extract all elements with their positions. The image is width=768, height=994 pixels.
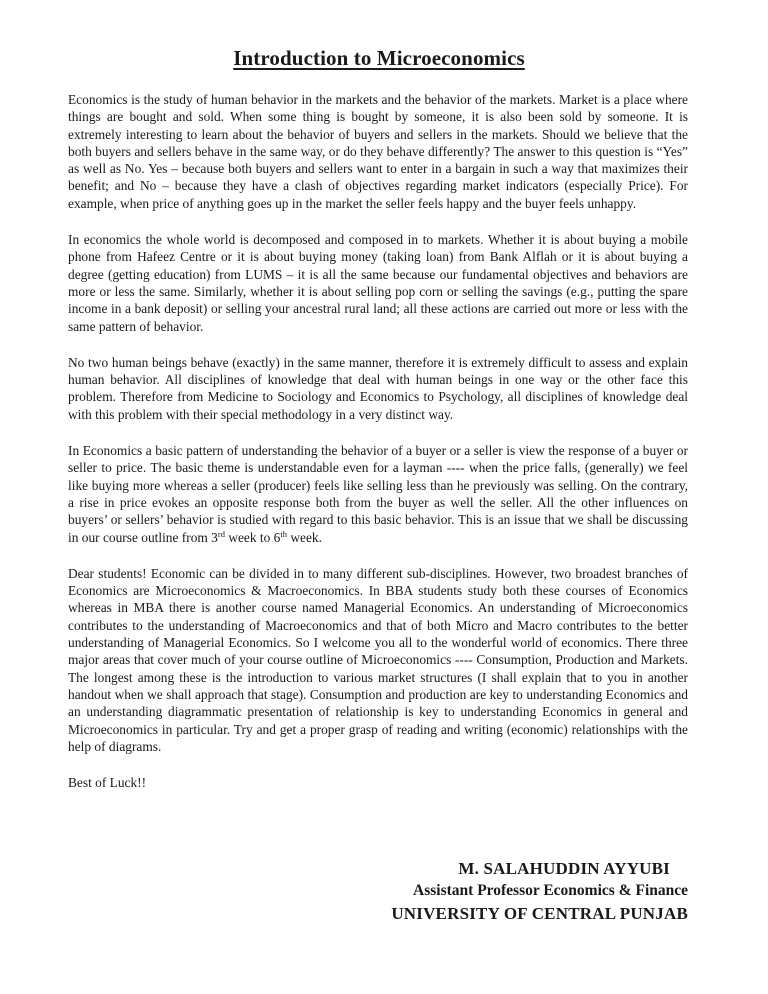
author-institution: UNIVERSITY OF CENTRAL PUNJAB [391, 904, 688, 923]
paragraph-4-text-c: week. [287, 529, 322, 545]
superscript-rd: rd [217, 528, 225, 539]
paragraph-4-text-a: In Economics a basic pattern of understanding the behavior of a buyer or a seller is view the response of a buyer or seller to price. The basic theme is understandable even for a layman ---- when the price falls, (generally) we feel like buying more whereas a seller (producer) feels like selling less than he previously was selling. On the contrary, a rise in price evokes an opposite response both from the buyer as well the seller. All the other influences on buyers’ or sellers’ behavior is studied with regard to this basic behavior. This is an issue that we shall be discussing in our course outline from 3 [68, 443, 688, 545]
superscript-th: th [280, 528, 288, 539]
paragraph-3: No two human beings behave (exactly) in the same manner, therefore it is extremely difficult to assess and explain human behavior. All disciplines of knowledge that deal with human beings in one way or the other face this problem. Therefore from Medicine to Sociology and Economics to Psychology, all disciplines of knowledge deal with this problem with their special methodology in a very distinct way. [68, 354, 688, 422]
author-name: M. SALAHUDDIN AYYUBI [458, 859, 670, 878]
closing-line: Best of Luck!! [68, 775, 147, 791]
signature-block [391, 858, 688, 926]
paragraph-5: Dear students! Economic can be divided in to many different sub-disciplines. However, two broadest branches of Economics are Microeconomics & Macroeconomics. In BBA students study both these courses of Economics whereas in MBA there is another course named Managerial Economics. An understanding of Microeconomics contributes to the understanding of Macroeconomics and that of both Micro and Macro contributes to the better understanding of Managerial Economics. So I welcome you all to the wonderful world of economics. There three major areas that cover much of your course outline of Microeconomics ---- Consumption, Production and Markets. The longest among these is the introduction to various market structures (I shall explain that to you in another handout when we shall approach that stage). Consumption and production are key to understanding Economics and an understanding diagrammatic presentation of relationship is key to understanding Economics in general and Microeconomics in particular. Try and get a proper grasp of reading and writing (economic) relationships with the help of diagrams. [68, 565, 688, 754]
paragraph-1: Economics is the study of human behavior in the markets and the behavior of the markets. Market is a place where things are bought and sold. When some thing is bought by someone, it is also been sold by someone. It is extremely interesting to learn about the behavior of buyers and sellers in the markets. Should we believe that the both buyers and sellers behave in the same way, or do they behave differently? The answer to this question is “Yes” as well as No. Yes – because both buyers and sellers want to enter in a bargain in such a way that maximizes their benefit; and No – because they have a clash of objectives regarding market indicators (especially Price). For example, when price of anything goes up in the market the seller feels happy and the buyer feels unhappy. [68, 92, 688, 211]
author-position: Assistant Professor Economics & Finance [413, 882, 688, 899]
document-body [68, 91, 688, 791]
paragraph-4-text-b: week to 6 [224, 529, 281, 545]
paragraph-2: In economics the whole world is decomposed and composed in to markets. Whether it is about buying a mobile phone from Hafeez Centre or it is about buying money (taking loan) from Bank Alflah or it is about buying a degree (getting education) from LUMS – it is all the same because our fundamental objectives and behaviors are more or less the same. Similarly, whether it is about selling pop corn or selling the savings (e.g., putting the spare income in a bank deposit) or selling your ancestral rural land; all these actions are carried out more or less with the same pattern of behavior. [68, 232, 688, 334]
paragraph-4 [68, 442, 688, 546]
document-title: Introduction to Microeconomics [233, 46, 525, 70]
